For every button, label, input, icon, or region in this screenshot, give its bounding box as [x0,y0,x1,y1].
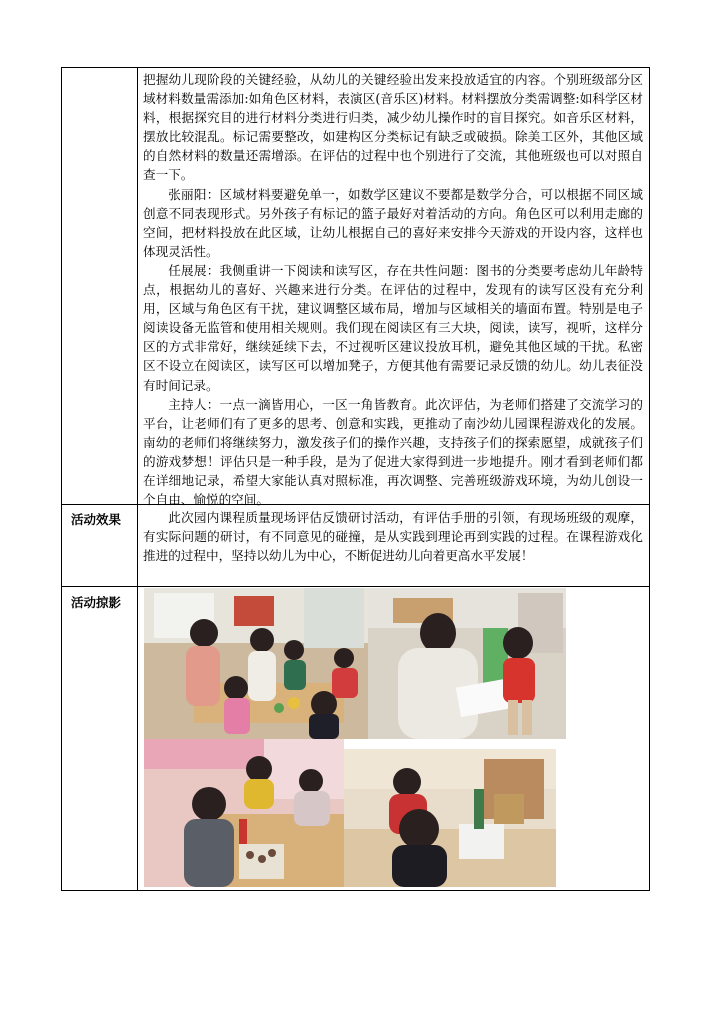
paragraph-materials: 把握幼儿现阶段的关键经验，从幼儿的关键经验出发来投放适宜的内容。个别班级部分区域材料数量需添加:如角色区材料，表演区(音乐区)材料。材料摆放分类需调整:如科学区材料，根据探究目的进行材料分类进行归类，减少幼儿操作时的盲目探究。如音乐区材料，摆放比较混乱。标记需要整改，如建构区分类标记有缺乏或破损。除美工区外，其他区域的自然材料的数量还需增添。在评估的过程中也个别进行了交流，其他班级也可以对照自查一下。 [143,72,643,183]
children-sorting-materials-icon [144,739,344,887]
row-divider-2 [61,586,650,587]
photos-label: 活动掠影 [71,595,122,610]
report-table [61,67,650,891]
paragraph-zhang-liyang: 张丽阳：区域材料要避免单一，如数学区建议不要都是数学分合，可以根据不同区域创意不同表现形式。另外孩子有标记的篮子最好对着活动的方向。角色区可以利用走廊的空间，把材料投放在此区域，让幼儿根据自己的喜好来安排今天游戏的开设内容，这样也体现灵活性。 [143,186,643,259]
table-border-left [61,67,62,891]
table-divider-column [137,67,138,891]
paragraph-host: 主持人：一点一滴皆用心，一区一角皆教育。此次评估，为老师们搭建了交流学习的平台，让老师们有了更多的思考、创意和实践，更推动了南沙幼儿园课程游戏化的发展。南幼的老师们将继续努力，激发孩子们的操作兴趣，支持孩子们的探索愿望，成就孩子们的游戏梦想！评估只是一种手段，是为了促进大家得到进一步地提升。刚才看到老师们都在详细地记录，希望大家能认真对照标准，再次调整、完善班级游戏环境，为幼儿创设一个自由、愉悦的空间。 [143,396,643,508]
effect-paragraph: 此次园内课程质量现场评估反馈研讨活动，有评估手册的引领，有现场班级的观摩，有实际问题的研讨，有不同意见的碰撞，是从实践到理论再到实践的过程。在课程游戏化推进的过程中，坚持以幼儿为中心，不断促进幼儿向着更高水平发展！ [143,510,643,564]
discussion-text [143,70,643,509]
effect-label: 活动效果 [71,512,122,527]
table-border-right [649,67,650,891]
classroom-teachers-children-icon [144,588,368,739]
table-border-bottom [61,890,650,891]
table-border-top [61,67,650,68]
child-playing-box-icon [344,749,556,887]
effect-text [143,508,643,565]
paragraph-ren-zhanzhan: 任展展：我侧重讲一下阅读和读写区，存在共性问题：图书的分类要考虑幼儿年龄特点，根据幼儿的喜好、兴趣来进行分类。在评估的过程中，发现有的读写区没有充分利用，区域与角色区有干扰，建议调整区域布局，增加与区域相关的墙面布置。特别是电子阅读设备无监管和使用相关规则。我们现在阅读区有三大块，阅读，读写，视听，这样分区的方式非常好，继续延续下去，不过视听区建议投放耳机，避免其他区域的干扰。私密区不设立在阅读区，读写区可以增加凳子，方便其他有需要记录反馈的幼儿。幼儿表征没有时间记录。 [143,262,643,393]
teacher-talking-child-icon [368,588,566,739]
